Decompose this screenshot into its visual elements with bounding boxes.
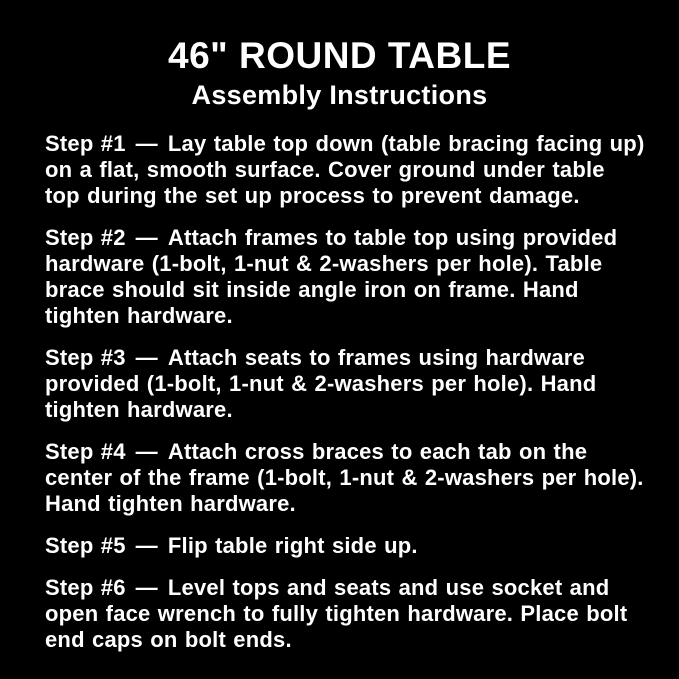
step-item-6 [45, 575, 645, 653]
step-text: Attach seats to frames using hardware provided (1-bolt, 1-nut & 2-washers per hole). Hand tighten hardware. [45, 345, 597, 422]
step-item-4 [45, 439, 645, 517]
page-subtitle: Assembly Instructions [191, 80, 488, 110]
step-label: Step #6 [45, 575, 126, 600]
step-label: Step #5 [45, 533, 126, 558]
step-item-3 [45, 345, 645, 423]
step-item-5 [45, 533, 645, 559]
step-dash: — [135, 533, 158, 558]
step-text: Lay table top down (table bracing facing up) on a flat, smooth surface. Cover ground under table top during the set up process to prevent damage. [45, 131, 645, 208]
step-dash: — [135, 225, 158, 250]
card-header [0, 36, 679, 110]
step-item-1 [45, 131, 645, 209]
step-text: Level tops and seats and use socket and open face wrench to fully tighten hardware. Place bolt end caps on bolt ends. [45, 575, 628, 652]
step-label: Step #4 [45, 439, 126, 464]
step-label: Step #2 [45, 225, 126, 250]
step-dash: — [135, 345, 158, 370]
step-dash: — [135, 439, 158, 464]
step-label: Step #3 [45, 345, 126, 370]
page-title: 46" ROUND TABLE [168, 35, 511, 76]
step-text: Attach frames to table top using provided hardware (1-bolt, 1-nut & 2-washers per hole). Table brace should sit inside angle iron on frame. Hand tighten hardware. [45, 225, 618, 328]
step-dash: — [135, 575, 158, 600]
step-item-2 [45, 225, 645, 329]
step-text: Attach cross braces to each tab on the center of the frame (1-bolt, 1-nut & 2-washers per hole). Hand tighten hardware. [45, 439, 644, 516]
steps-list [0, 131, 679, 653]
step-text: Flip table right side up. [167, 533, 418, 558]
step-dash: — [135, 131, 158, 156]
step-label: Step #1 [45, 131, 126, 156]
